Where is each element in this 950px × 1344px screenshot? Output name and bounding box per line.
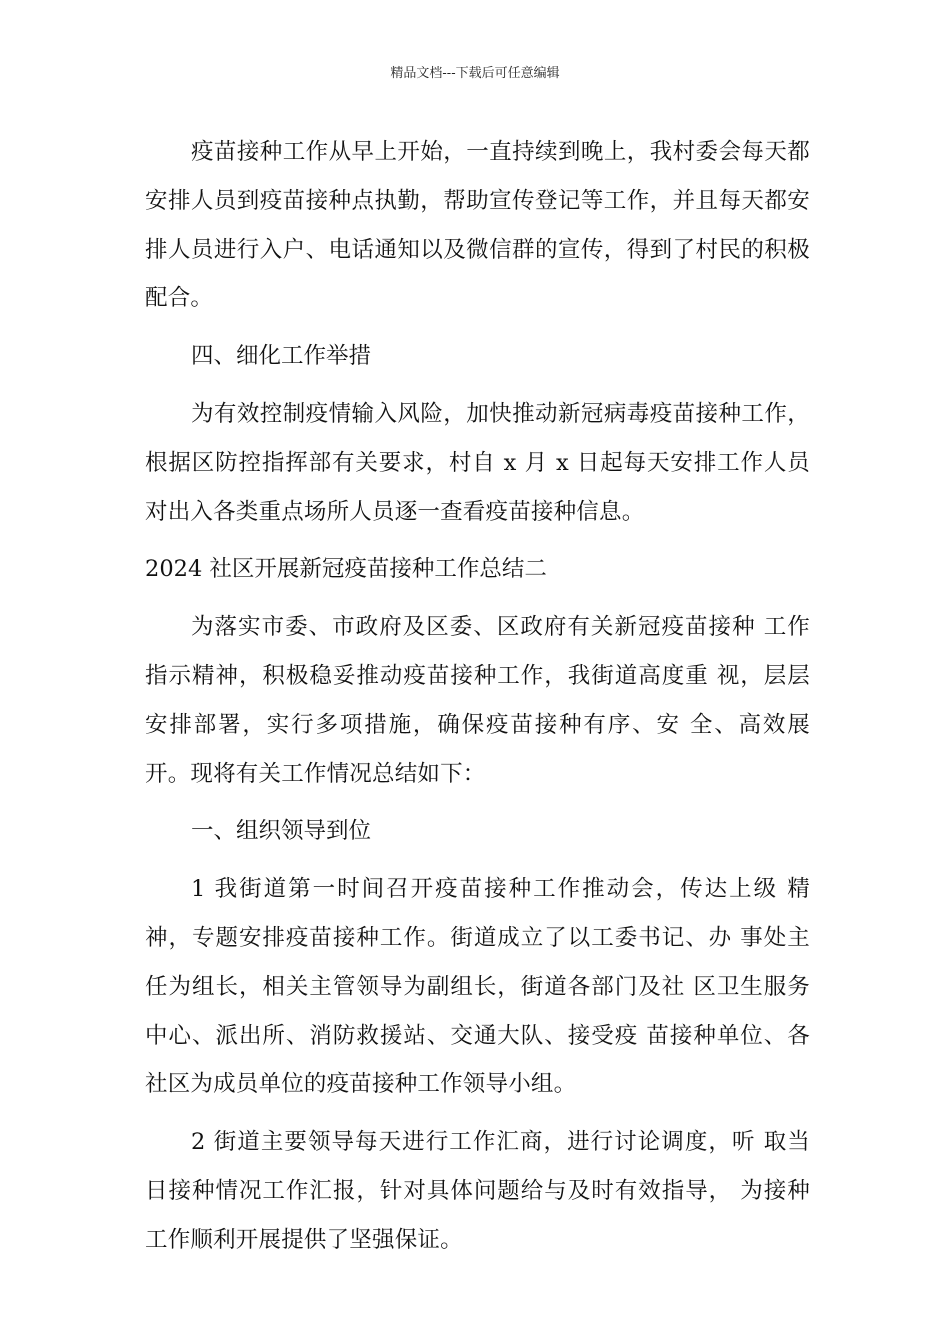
paragraph: 为落实市委、市政府及区委、区政府有关新冠疫苗接种 工作指示精神，积极稳妥推动疫苗接种工作，我街道高度重 视，层层安排部署，实行多项措施，确保疫苗接种有序、安 全、高效展开。现将有关工作情况总结如下： [145, 614, 810, 787]
section-heading: 一、组织领导到位 [191, 818, 372, 845]
document-title: 2024 社区开展新冠疫苗接种工作总结二 [145, 556, 547, 583]
paragraph: 1 我街道第一时间召开疫苗接种工作推动会，传达上级 精神，专题安排疫苗接种工作。街道成立了以工委书记、办 事处主任为组长，相关主管领导为副组长，街道各部门及社 区卫生服务中心、派出所、消防救援站、交通大队、接受疫 苗接种单位、各社区为成员单位的疫苗接种工作领导小组。 [145, 876, 810, 1098]
paragraph: 疫苗接种工作从早上开始，一直持续到晚上，我村委会每天都安排人员到疫苗接种点执勤，帮助宣传登记等工作，并且每天都安排人员进行入户、电话通知以及微信群的宣传，得到了村民的积极配合。 [145, 139, 810, 312]
page-header: 精品文档---下载后可任意编辑 [390, 66, 560, 81]
paragraph: 2 街道主要领导每天进行工作汇商，进行讨论调度，听 取当日接种情况工作汇报，针对具体问题给与及时有效指导， 为接种工作顺利开展提供了坚强保证。 [145, 1129, 810, 1253]
section-heading: 四、细化工作举措 [191, 343, 372, 370]
paragraph: 为有效控制疫情输入风险，加快推动新冠病毒疫苗接种工作，根据区防控指挥部有关要求，村自 x 月 x 日起每天安排工作人员对出入各类重点场所人员逐一查看疫苗接种信息。 [145, 400, 810, 525]
document-body [145, 128, 810, 1274]
